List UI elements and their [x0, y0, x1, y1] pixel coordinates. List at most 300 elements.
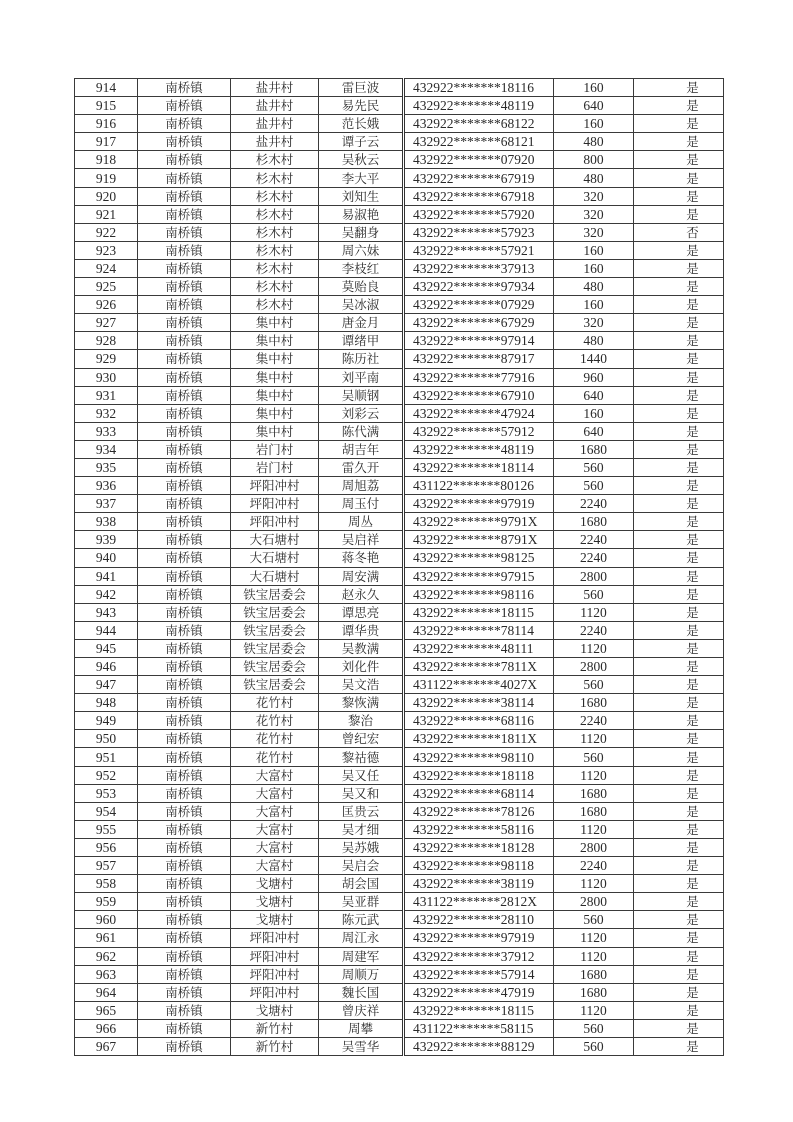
village-cell: 大富村 — [231, 838, 319, 856]
amount-cell: 960 — [554, 368, 634, 386]
town-cell: 南桥镇 — [138, 296, 231, 314]
person-name-cell: 黎恢满 — [319, 694, 404, 712]
table-row — [75, 838, 724, 856]
status-flag-cell: 是 — [634, 658, 724, 676]
town-cell: 南桥镇 — [138, 766, 231, 784]
person-name-cell: 吴苏娥 — [319, 838, 404, 856]
person-name-cell: 莫贻良 — [319, 278, 404, 296]
status-flag-cell: 是 — [634, 458, 724, 476]
town-cell: 南桥镇 — [138, 983, 231, 1001]
amount-cell: 560 — [554, 676, 634, 694]
amount-cell: 2240 — [554, 549, 634, 567]
amount-cell: 800 — [554, 151, 634, 169]
village-cell: 岩门村 — [231, 458, 319, 476]
id-number-cell: 432922*******67918 — [404, 187, 554, 205]
amount-cell: 2800 — [554, 567, 634, 585]
amount-cell: 560 — [554, 1037, 634, 1055]
village-cell: 戈塘村 — [231, 1001, 319, 1019]
id-number-cell: 432922*******37912 — [404, 947, 554, 965]
row-number-cell: 920 — [75, 187, 138, 205]
row-number-cell: 967 — [75, 1037, 138, 1055]
row-number-cell: 950 — [75, 730, 138, 748]
status-flag-cell: 是 — [634, 259, 724, 277]
village-cell: 盐井村 — [231, 97, 319, 115]
village-cell: 集中村 — [231, 368, 319, 386]
status-flag-cell: 是 — [634, 621, 724, 639]
village-cell: 铁宝居委会 — [231, 585, 319, 603]
row-number-cell: 965 — [75, 1001, 138, 1019]
table-row — [75, 259, 724, 277]
amount-cell: 560 — [554, 585, 634, 603]
table-row — [75, 965, 724, 983]
village-cell: 戈塘村 — [231, 911, 319, 929]
status-flag-cell: 是 — [634, 296, 724, 314]
table-row — [75, 531, 724, 549]
village-cell: 集中村 — [231, 350, 319, 368]
id-number-cell: 432922*******97915 — [404, 567, 554, 585]
table-row — [75, 857, 724, 875]
table-row — [75, 567, 724, 585]
row-number-cell: 923 — [75, 241, 138, 259]
table-row — [75, 784, 724, 802]
id-number-cell: 432922*******18116 — [404, 79, 554, 97]
id-number-cell: 432922*******7811X — [404, 658, 554, 676]
row-number-cell: 928 — [75, 332, 138, 350]
row-number-cell: 924 — [75, 259, 138, 277]
town-cell: 南桥镇 — [138, 458, 231, 476]
id-number-cell: 432922*******97914 — [404, 332, 554, 350]
amount-cell: 160 — [554, 115, 634, 133]
village-cell: 新竹村 — [231, 1019, 319, 1037]
village-cell: 集中村 — [231, 332, 319, 350]
id-number-cell: 432922*******18114 — [404, 458, 554, 476]
row-number-cell: 933 — [75, 422, 138, 440]
person-name-cell: 魏长国 — [319, 983, 404, 1001]
town-cell: 南桥镇 — [138, 965, 231, 983]
status-flag-cell: 是 — [634, 1019, 724, 1037]
row-number-cell: 941 — [75, 567, 138, 585]
id-number-cell: 431122*******80126 — [404, 477, 554, 495]
row-number-cell: 958 — [75, 875, 138, 893]
amount-cell: 1120 — [554, 1001, 634, 1019]
amount-cell: 2240 — [554, 495, 634, 513]
town-cell: 南桥镇 — [138, 838, 231, 856]
table-row — [75, 332, 724, 350]
town-cell: 南桥镇 — [138, 477, 231, 495]
amount-cell: 1440 — [554, 350, 634, 368]
table-row — [75, 115, 724, 133]
village-cell: 集中村 — [231, 314, 319, 332]
table-row — [75, 205, 724, 223]
status-flag-cell: 是 — [634, 911, 724, 929]
town-cell: 南桥镇 — [138, 857, 231, 875]
town-cell: 南桥镇 — [138, 531, 231, 549]
id-number-cell: 432922*******9791X — [404, 513, 554, 531]
id-number-cell: 432922*******88129 — [404, 1037, 554, 1055]
amount-cell: 160 — [554, 241, 634, 259]
amount-cell: 2800 — [554, 658, 634, 676]
status-flag-cell: 是 — [634, 730, 724, 748]
town-cell: 南桥镇 — [138, 712, 231, 730]
row-number-cell: 926 — [75, 296, 138, 314]
status-flag-cell: 是 — [634, 97, 724, 115]
person-name-cell: 周六妹 — [319, 241, 404, 259]
row-number-cell: 918 — [75, 151, 138, 169]
amount-cell: 160 — [554, 404, 634, 422]
row-number-cell: 935 — [75, 458, 138, 476]
person-name-cell: 吴教满 — [319, 639, 404, 657]
table-row — [75, 97, 724, 115]
amount-cell: 560 — [554, 477, 634, 495]
village-cell: 铁宝居委会 — [231, 621, 319, 639]
row-number-cell: 916 — [75, 115, 138, 133]
row-number-cell: 943 — [75, 603, 138, 621]
person-name-cell: 匡贵云 — [319, 802, 404, 820]
town-cell: 南桥镇 — [138, 748, 231, 766]
amount-cell: 1680 — [554, 802, 634, 820]
village-cell: 集中村 — [231, 422, 319, 440]
id-number-cell: 432922*******68121 — [404, 133, 554, 151]
town-cell: 南桥镇 — [138, 386, 231, 404]
person-name-cell: 吴秋云 — [319, 151, 404, 169]
status-flag-cell: 是 — [634, 332, 724, 350]
village-cell: 大石塘村 — [231, 531, 319, 549]
amount-cell: 160 — [554, 259, 634, 277]
table-row — [75, 368, 724, 386]
row-number-cell: 954 — [75, 802, 138, 820]
status-flag-cell: 否 — [634, 223, 724, 241]
village-cell: 杉木村 — [231, 205, 319, 223]
person-name-cell: 刘彩云 — [319, 404, 404, 422]
amount-cell: 2800 — [554, 838, 634, 856]
row-number-cell: 919 — [75, 169, 138, 187]
table-body — [75, 79, 724, 1056]
id-number-cell: 431122*******2812X — [404, 893, 554, 911]
status-flag-cell: 是 — [634, 350, 724, 368]
table-row — [75, 1001, 724, 1019]
town-cell: 南桥镇 — [138, 332, 231, 350]
amount-cell: 1680 — [554, 694, 634, 712]
town-cell: 南桥镇 — [138, 676, 231, 694]
table-row — [75, 603, 724, 621]
id-number-cell: 432922*******87917 — [404, 350, 554, 368]
row-number-cell: 955 — [75, 820, 138, 838]
status-flag-cell: 是 — [634, 947, 724, 965]
amount-cell: 1680 — [554, 513, 634, 531]
row-number-cell: 963 — [75, 965, 138, 983]
person-name-cell: 唐金月 — [319, 314, 404, 332]
table-row — [75, 133, 724, 151]
status-flag-cell: 是 — [634, 965, 724, 983]
id-number-cell: 432922*******28110 — [404, 911, 554, 929]
status-flag-cell: 是 — [634, 748, 724, 766]
status-flag-cell: 是 — [634, 513, 724, 531]
person-name-cell: 周丛 — [319, 513, 404, 531]
row-number-cell: 930 — [75, 368, 138, 386]
row-number-cell: 948 — [75, 694, 138, 712]
amount-cell: 640 — [554, 386, 634, 404]
village-cell: 盐井村 — [231, 79, 319, 97]
id-number-cell: 432922*******47919 — [404, 983, 554, 1001]
id-number-cell: 432922*******78126 — [404, 802, 554, 820]
town-cell: 南桥镇 — [138, 621, 231, 639]
amount-cell: 1120 — [554, 730, 634, 748]
status-flag-cell: 是 — [634, 694, 724, 712]
id-number-cell: 432922*******18128 — [404, 838, 554, 856]
table-row — [75, 151, 724, 169]
village-cell: 大石塘村 — [231, 549, 319, 567]
status-flag-cell: 是 — [634, 983, 724, 1001]
row-number-cell: 956 — [75, 838, 138, 856]
town-cell: 南桥镇 — [138, 205, 231, 223]
status-flag-cell: 是 — [634, 386, 724, 404]
village-cell: 杉木村 — [231, 241, 319, 259]
town-cell: 南桥镇 — [138, 658, 231, 676]
village-cell: 铁宝居委会 — [231, 676, 319, 694]
table-row — [75, 802, 724, 820]
id-number-cell: 432922*******18118 — [404, 766, 554, 784]
amount-cell: 1120 — [554, 603, 634, 621]
town-cell: 南桥镇 — [138, 513, 231, 531]
table-row — [75, 513, 724, 531]
town-cell: 南桥镇 — [138, 133, 231, 151]
amount-cell: 560 — [554, 1019, 634, 1037]
town-cell: 南桥镇 — [138, 730, 231, 748]
status-flag-cell: 是 — [634, 151, 724, 169]
table-row — [75, 947, 724, 965]
person-name-cell: 范长娥 — [319, 115, 404, 133]
row-number-cell: 961 — [75, 929, 138, 947]
id-number-cell: 432922*******48119 — [404, 440, 554, 458]
row-number-cell: 944 — [75, 621, 138, 639]
village-cell: 坪阳冲村 — [231, 513, 319, 531]
status-flag-cell: 是 — [634, 549, 724, 567]
row-number-cell: 914 — [75, 79, 138, 97]
id-number-cell: 432922*******68122 — [404, 115, 554, 133]
status-flag-cell: 是 — [634, 115, 724, 133]
person-name-cell: 雷巨波 — [319, 79, 404, 97]
table-row — [75, 694, 724, 712]
table-row — [75, 440, 724, 458]
person-name-cell: 吴又任 — [319, 766, 404, 784]
village-cell: 铁宝居委会 — [231, 639, 319, 657]
table-row — [75, 458, 724, 476]
village-cell: 杉木村 — [231, 296, 319, 314]
person-name-cell: 吴才细 — [319, 820, 404, 838]
person-name-cell: 谭绪甲 — [319, 332, 404, 350]
town-cell: 南桥镇 — [138, 495, 231, 513]
table-row — [75, 983, 724, 1001]
table-row — [75, 386, 724, 404]
person-name-cell: 吴翻身 — [319, 223, 404, 241]
amount-cell: 1680 — [554, 440, 634, 458]
town-cell: 南桥镇 — [138, 404, 231, 422]
status-flag-cell: 是 — [634, 893, 724, 911]
id-number-cell: 432922*******77916 — [404, 368, 554, 386]
town-cell: 南桥镇 — [138, 875, 231, 893]
person-name-cell: 周旭荔 — [319, 477, 404, 495]
amount-cell: 320 — [554, 223, 634, 241]
amount-cell: 2240 — [554, 621, 634, 639]
table-row — [75, 712, 724, 730]
status-flag-cell: 是 — [634, 567, 724, 585]
person-name-cell: 周安满 — [319, 567, 404, 585]
village-cell: 戈塘村 — [231, 875, 319, 893]
person-name-cell: 胡会国 — [319, 875, 404, 893]
status-flag-cell: 是 — [634, 422, 724, 440]
status-flag-cell: 是 — [634, 205, 724, 223]
village-cell: 坪阳冲村 — [231, 983, 319, 1001]
table-row — [75, 241, 724, 259]
village-cell: 盐井村 — [231, 115, 319, 133]
village-cell: 杉木村 — [231, 169, 319, 187]
row-number-cell: 949 — [75, 712, 138, 730]
id-number-cell: 432922*******37913 — [404, 259, 554, 277]
id-number-cell: 431122*******58115 — [404, 1019, 554, 1037]
person-name-cell: 吴冰淑 — [319, 296, 404, 314]
village-cell: 岩门村 — [231, 440, 319, 458]
id-number-cell: 432922*******57921 — [404, 241, 554, 259]
id-number-cell: 432922*******98118 — [404, 857, 554, 875]
village-cell: 坪阳冲村 — [231, 965, 319, 983]
row-number-cell: 934 — [75, 440, 138, 458]
town-cell: 南桥镇 — [138, 151, 231, 169]
town-cell: 南桥镇 — [138, 911, 231, 929]
id-number-cell: 432922*******97919 — [404, 929, 554, 947]
person-name-cell: 吴又和 — [319, 784, 404, 802]
table-row — [75, 79, 724, 97]
id-number-cell: 432922*******8791X — [404, 531, 554, 549]
row-number-cell: 946 — [75, 658, 138, 676]
town-cell: 南桥镇 — [138, 567, 231, 585]
person-name-cell: 曾纪宏 — [319, 730, 404, 748]
id-number-cell: 432922*******98116 — [404, 585, 554, 603]
row-number-cell: 951 — [75, 748, 138, 766]
id-number-cell: 432922*******57923 — [404, 223, 554, 241]
row-number-cell: 957 — [75, 857, 138, 875]
village-cell: 坪阳冲村 — [231, 495, 319, 513]
person-name-cell: 吴顺钢 — [319, 386, 404, 404]
amount-cell: 1120 — [554, 820, 634, 838]
status-flag-cell: 是 — [634, 585, 724, 603]
status-flag-cell: 是 — [634, 639, 724, 657]
town-cell: 南桥镇 — [138, 187, 231, 205]
village-cell: 大富村 — [231, 820, 319, 838]
person-name-cell: 陈元武 — [319, 911, 404, 929]
person-name-cell: 刘知生 — [319, 187, 404, 205]
status-flag-cell: 是 — [634, 712, 724, 730]
id-number-cell: 432922*******78114 — [404, 621, 554, 639]
status-flag-cell: 是 — [634, 784, 724, 802]
town-cell: 南桥镇 — [138, 422, 231, 440]
village-cell: 花竹村 — [231, 712, 319, 730]
status-flag-cell: 是 — [634, 79, 724, 97]
amount-cell: 1120 — [554, 875, 634, 893]
town-cell: 南桥镇 — [138, 115, 231, 133]
status-flag-cell: 是 — [634, 857, 724, 875]
town-cell: 南桥镇 — [138, 639, 231, 657]
person-name-cell: 谭子云 — [319, 133, 404, 151]
person-name-cell: 吴亚群 — [319, 893, 404, 911]
row-number-cell: 936 — [75, 477, 138, 495]
village-cell: 铁宝居委会 — [231, 658, 319, 676]
person-name-cell: 陈代满 — [319, 422, 404, 440]
row-number-cell: 938 — [75, 513, 138, 531]
village-cell: 花竹村 — [231, 730, 319, 748]
table-row — [75, 639, 724, 657]
person-name-cell: 雷久开 — [319, 458, 404, 476]
person-name-cell: 吴启会 — [319, 857, 404, 875]
person-name-cell: 刘化件 — [319, 658, 404, 676]
status-flag-cell: 是 — [634, 404, 724, 422]
table-row — [75, 621, 724, 639]
town-cell: 南桥镇 — [138, 79, 231, 97]
table-row — [75, 169, 724, 187]
table-row — [75, 658, 724, 676]
status-flag-cell: 是 — [634, 314, 724, 332]
status-flag-cell: 是 — [634, 440, 724, 458]
row-number-cell: 931 — [75, 386, 138, 404]
status-flag-cell: 是 — [634, 169, 724, 187]
id-number-cell: 432922*******38114 — [404, 694, 554, 712]
id-number-cell: 432922*******07929 — [404, 296, 554, 314]
amount-cell: 640 — [554, 97, 634, 115]
id-number-cell: 432922*******97919 — [404, 495, 554, 513]
status-flag-cell: 是 — [634, 838, 724, 856]
id-number-cell: 432922*******48119 — [404, 97, 554, 115]
town-cell: 南桥镇 — [138, 694, 231, 712]
amount-cell: 320 — [554, 187, 634, 205]
village-cell: 戈塘村 — [231, 893, 319, 911]
table-row — [75, 929, 724, 947]
town-cell: 南桥镇 — [138, 603, 231, 621]
town-cell: 南桥镇 — [138, 1019, 231, 1037]
status-flag-cell: 是 — [634, 1001, 724, 1019]
table-row — [75, 314, 724, 332]
person-name-cell: 周建军 — [319, 947, 404, 965]
status-flag-cell: 是 — [634, 676, 724, 694]
village-cell: 新竹村 — [231, 1037, 319, 1055]
id-number-cell: 432922*******57920 — [404, 205, 554, 223]
table-row — [75, 730, 724, 748]
town-cell: 南桥镇 — [138, 1037, 231, 1055]
village-cell: 杉木村 — [231, 223, 319, 241]
village-cell: 大石塘村 — [231, 567, 319, 585]
amount-cell: 160 — [554, 296, 634, 314]
table-row — [75, 911, 724, 929]
village-cell: 杉木村 — [231, 259, 319, 277]
id-number-cell: 432922*******47924 — [404, 404, 554, 422]
status-flag-cell: 是 — [634, 1037, 724, 1055]
person-name-cell: 李枝红 — [319, 259, 404, 277]
amount-cell: 560 — [554, 911, 634, 929]
person-name-cell: 刘平南 — [319, 368, 404, 386]
row-number-cell: 929 — [75, 350, 138, 368]
table-row — [75, 1037, 724, 1055]
town-cell: 南桥镇 — [138, 893, 231, 911]
table-row — [75, 278, 724, 296]
person-name-cell: 吴文浩 — [319, 676, 404, 694]
id-number-cell: 432922*******67919 — [404, 169, 554, 187]
town-cell: 南桥镇 — [138, 585, 231, 603]
status-flag-cell: 是 — [634, 477, 724, 495]
table-row — [75, 495, 724, 513]
town-cell: 南桥镇 — [138, 350, 231, 368]
amount-cell: 480 — [554, 133, 634, 151]
table-row — [75, 477, 724, 495]
table-row — [75, 585, 724, 603]
village-cell: 杉木村 — [231, 151, 319, 169]
